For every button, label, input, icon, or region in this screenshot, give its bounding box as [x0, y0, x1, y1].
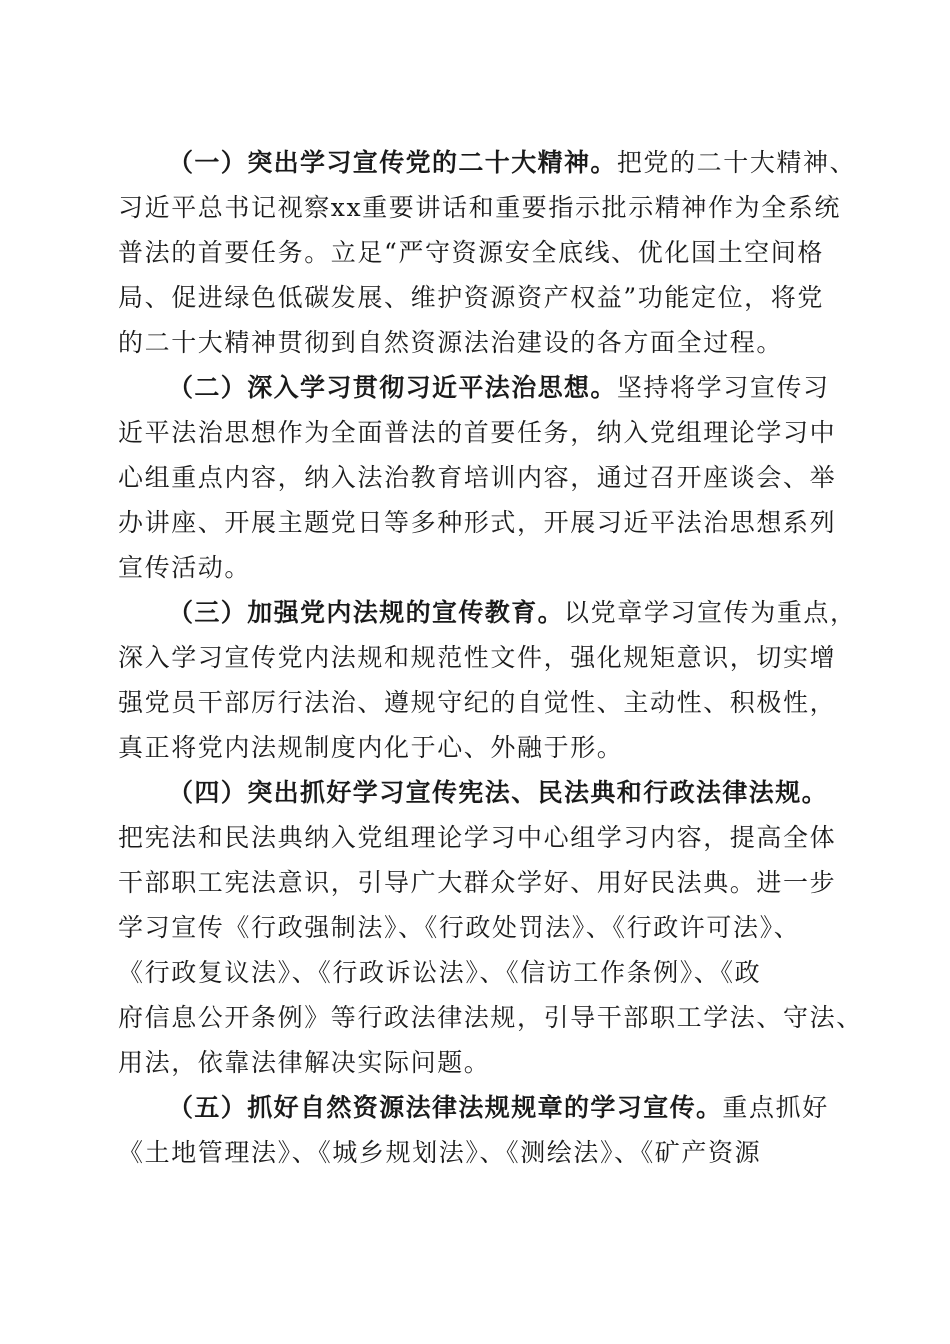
section-3	[118, 590, 857, 770]
paragraph-line: 近平法治思想作为全面普法的首要任务，纳入党组理论学习中	[118, 418, 837, 447]
paragraph-text: 坚持将学习宣传习	[616, 373, 830, 402]
paragraph-line	[118, 140, 857, 185]
paragraph-text: 以党章学习宣传为重点，	[564, 598, 857, 627]
section-1	[118, 140, 857, 365]
paragraph-line: 心组重点内容，纳入法治教育培训内容，通过召开座谈会、举	[118, 463, 837, 492]
paragraph-line	[118, 365, 838, 410]
paragraph-line: 把宪法和民法典纳入党组理论学习中心组学习内容，提高全体	[118, 823, 837, 852]
paragraph-line: 深入学习宣传党内法规和规范性文件，强化规矩意识，切实增	[118, 643, 837, 672]
section-2	[118, 365, 838, 590]
paragraph-line: 普法的首要任务。立足“严守资源安全底线、优化国土空间格	[118, 238, 824, 267]
paragraph-line: 《行政复议法》、《行政诉讼法》、《信访工作条例》、《政	[118, 958, 762, 987]
paragraph-text: 把党的二十大精神、	[616, 148, 857, 177]
paragraph-line: 用法，依靠法律解决实际问题。	[118, 1048, 491, 1077]
paragraph-line: 学习宣传《行政强制法》、《行政处罚法》、《行政许可法》、	[118, 913, 801, 942]
section-heading: （一）突出学习宣传党的二十大精神。	[168, 148, 617, 177]
paragraph-text: 重点抓好	[722, 1093, 829, 1122]
section-heading: （二）深入学习贯彻习近平法治思想。	[168, 373, 617, 402]
paragraph-line: 《土地管理法》、《城乡规划法》、《测绘法》、《矿产资源	[118, 1138, 762, 1167]
paragraph-line	[118, 1085, 838, 1130]
paragraph-line: 局、促进绿色低碳发展、维护资源资产权益”功能定位，将党	[118, 283, 824, 312]
paragraph-line: 强党员干部厉行法治、遵规守纪的自觉性、主动性、积极性，	[118, 688, 837, 717]
section-heading: （五）抓好自然资源法律法规规章的学习宣传。	[168, 1093, 723, 1122]
section-4	[118, 770, 863, 1085]
section-heading: （四）突出抓好学习宣传宪法、民法典和行政法律法规。	[168, 778, 829, 807]
paragraph-line: 干部职工宪法意识，引导广大群众学好、用好民法典。进一步	[118, 868, 837, 897]
section-5	[118, 1085, 838, 1175]
paragraph-line: 府信息公开条例》等行政法律法规，引导干部职工学法、守法、	[118, 1003, 863, 1032]
document-body	[118, 140, 863, 1175]
paragraph-line	[118, 590, 857, 635]
paragraph-line: 的二十大精神贯彻到自然资源法治建设的各方面全过程。	[118, 328, 784, 357]
paragraph-line: 宣传活动。	[118, 553, 252, 582]
paragraph-line	[118, 770, 838, 815]
section-heading: （三）加强党内法规的宣传教育。	[168, 598, 565, 627]
paragraph-line: 真正将党内法规制度内化于心、外融于形。	[118, 733, 624, 762]
paragraph-line: 办讲座、开展主题党日等多种形式，开展习近平法治思想系列	[118, 508, 837, 537]
paragraph-line: 习近平总书记视察xx重要讲话和重要指示批示精神作为全系统	[118, 193, 842, 222]
